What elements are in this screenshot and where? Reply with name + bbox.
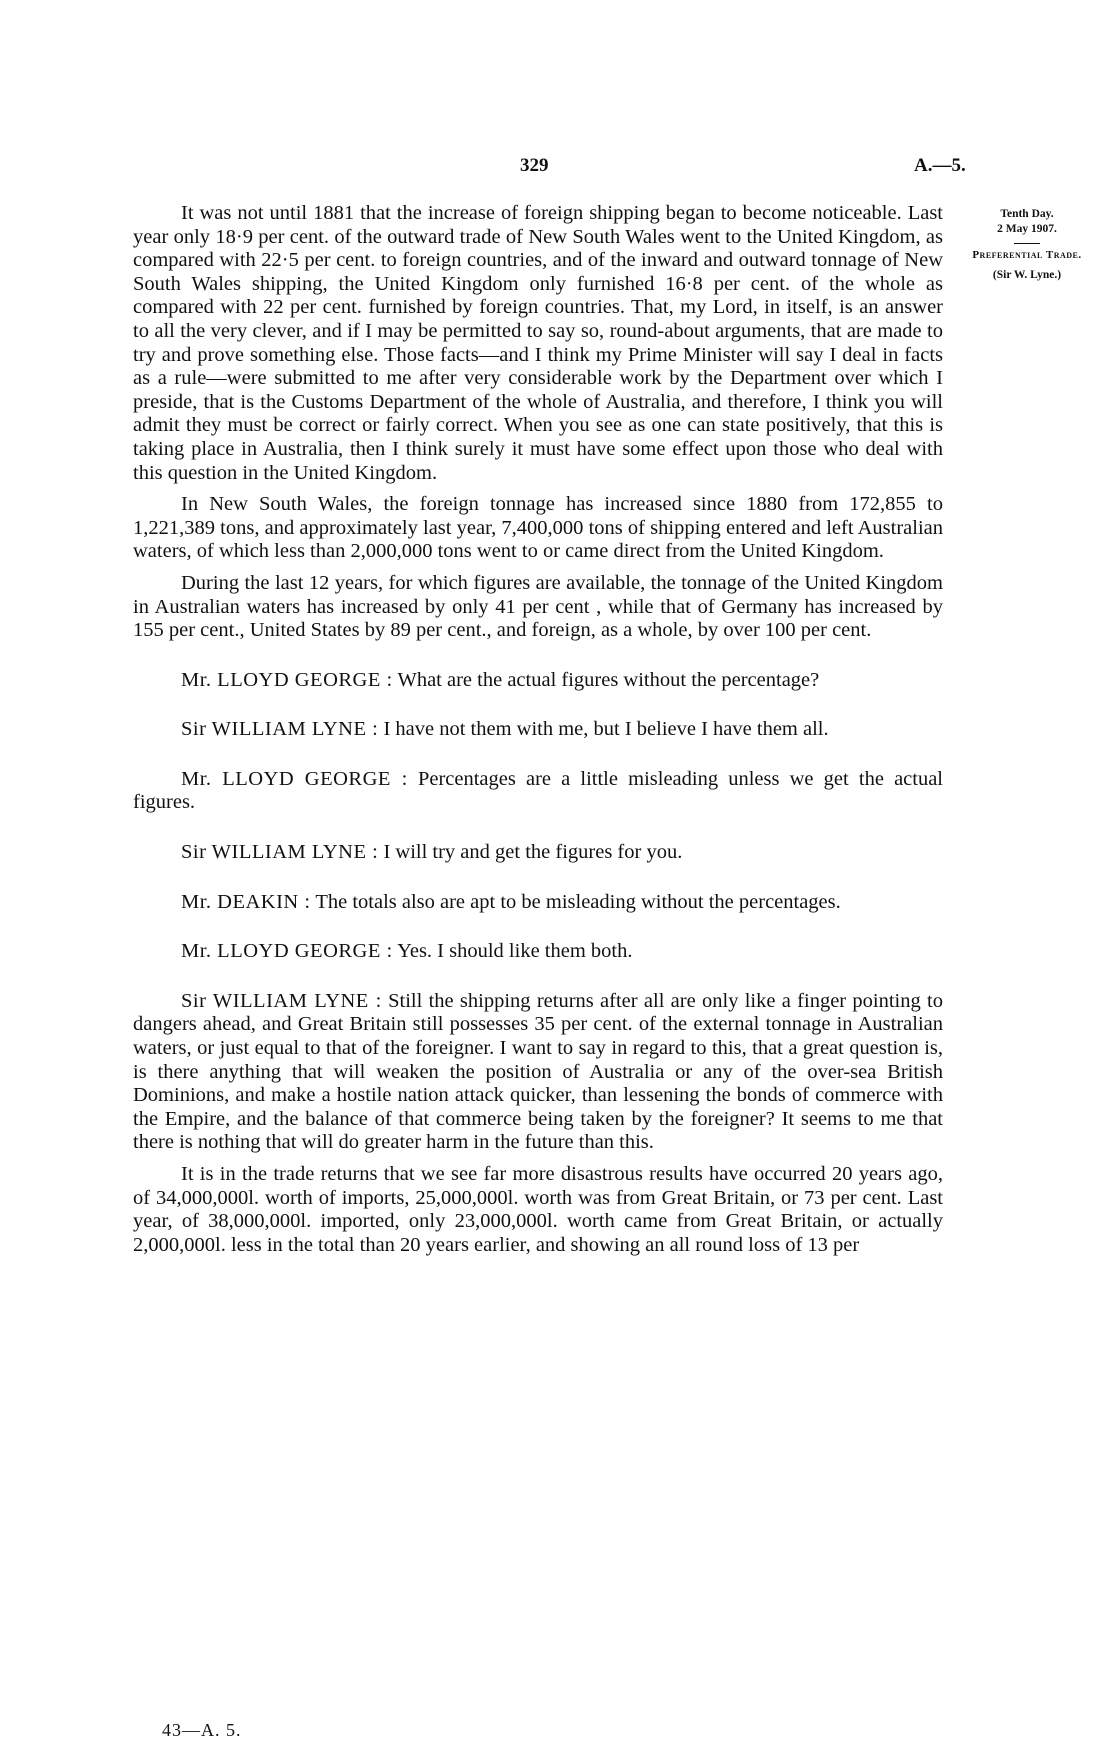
speech-lyne-2 (133, 841, 943, 865)
speaker-name: Sir WILLIAM LYNE : (181, 989, 382, 1012)
speech-lloyd-george-3 (133, 940, 943, 964)
speech-text: Yes. I should like them both. (397, 940, 633, 963)
paragraph-1 (133, 202, 943, 485)
paragraph-text: During the last 12 years, for which figures are available, the tonnage of the United Kingdom in Australian waters has increased by only 41 per cent , while that of Germany has increased by 155 per cent., United States by 89 per cent., and foreign, as a whole, by over 100 per cent. (133, 571, 943, 642)
speech-text: I will try and get the figures for you. (383, 841, 683, 864)
paragraph-text: It was not until 1881 that the increase of foreign shipping began to become noticeable. Last year only 18·9 per cent. of the outward trade of New South Wales went to the United Kingdom, as compared with 22·5 per cent. to foreign countries, and of the inward and outward tonnage of New South Wales shipping, the United Kingdom only furnished 16·8 per cent. of the whole as compared with 22 per cent. furnished by foreign countries. That, my Lord, in itself, is an answer to all the very clever, and if I may be permitted to say so, round-about arguments, that are made to try and prove something else. Those facts—and I think my Prime Minister will say I deal in facts as a rule—were submitted to me after very considerable work by the Department over which I preside, that is the Customs Department of the whole of Australia, and therefore, I think you will admit they must be correct or fairly correct. When you see as one can state positively, that this is taking place in Australia, then I think surely it must have some effect upon those who deal with this question in the United Kingdom. (133, 202, 943, 484)
body-text (133, 202, 943, 1257)
document-reference: A.—5. (914, 155, 966, 176)
margin-note-rule (1014, 243, 1040, 244)
speaker-name: Sir WILLIAM LYNE : (181, 718, 379, 741)
paragraph-final (133, 1163, 943, 1257)
speech-lyne-1 (133, 718, 943, 742)
paragraph-text: In New South Wales, the foreign tonnage has increased since 1880 from 172,855 to 1,221,389 tons, and approximately last year, 7,400,000 tons of shipping entered and left Australian waters, of which less than 2,000,000 tons went to or came direct from the United Kingdom. (133, 493, 943, 563)
page-number: 329 (520, 155, 549, 176)
paragraph-2 (133, 493, 943, 564)
speech-text: Percentages are a little misleading unless we get the actual figures. (133, 767, 944, 814)
speaker-name: Mr. LLOYD GEORGE : (181, 767, 408, 790)
speaker-name: Mr. DEAKIN : (181, 890, 311, 913)
paragraph-text: It is in the trade returns that we see far more disastrous results have occurred 20 years ago, of 34,000,000l. worth of imports, 25,000,000l. worth was from Great Britain, or 73 per cent. Last year, of 38,000,000l. imported, only 23,000,000l. worth came from Great Britain, or actually 2,000,000l. less in the total than 20 years earlier, and showing an all round loss of 13 per (133, 1163, 943, 1256)
speech-lloyd-george-1 (133, 669, 943, 693)
margin-note (972, 207, 1082, 283)
margin-note-speaker: (Sir W. Lyne.) (992, 269, 1062, 281)
speech-text: What are the actual figures without the percentage? (397, 668, 820, 691)
speaker-name: Mr. LLOYD GEORGE : (181, 668, 393, 691)
margin-note-topic: Preferential Trade. (972, 249, 1082, 261)
speech-text: Still the shipping returns after all are only like a finger pointing to dangers ahead, and Great Britain still possesses 35 per cent. of the external tonnage in Australian waters, or just equal to that of the foreigner. I want to say in regard to this, that a great question is, is there anything that will weaken the position of Australia or any of the over-sea British Dominions, and make a hostile nation attack quicker, than lessening the bonds of commerce with the Empire, and the balance of that commerce being taken by the foreigner? It seems to me that there is nothing that will do greater harm in the future than this. (133, 989, 943, 1154)
paragraph-3 (133, 572, 943, 643)
margin-note-date: 2 May 1907. (997, 223, 1057, 235)
margin-note-day: Tenth Day. (1000, 208, 1054, 220)
speech-text: The totals also are apt to be misleading without the percentages. (315, 890, 841, 913)
speaker-name: Sir WILLIAM LYNE : (181, 841, 379, 864)
footer-signature: 43—A. 5. (162, 1720, 242, 1740)
speaker-name: Mr. LLOYD GEORGE : (181, 940, 393, 963)
speech-deakin (133, 891, 943, 915)
speech-lyne-3 (133, 990, 943, 1155)
speech-text: I have not them with me, but I believe I have them all. (383, 718, 829, 741)
speech-lloyd-george-2 (133, 768, 943, 815)
